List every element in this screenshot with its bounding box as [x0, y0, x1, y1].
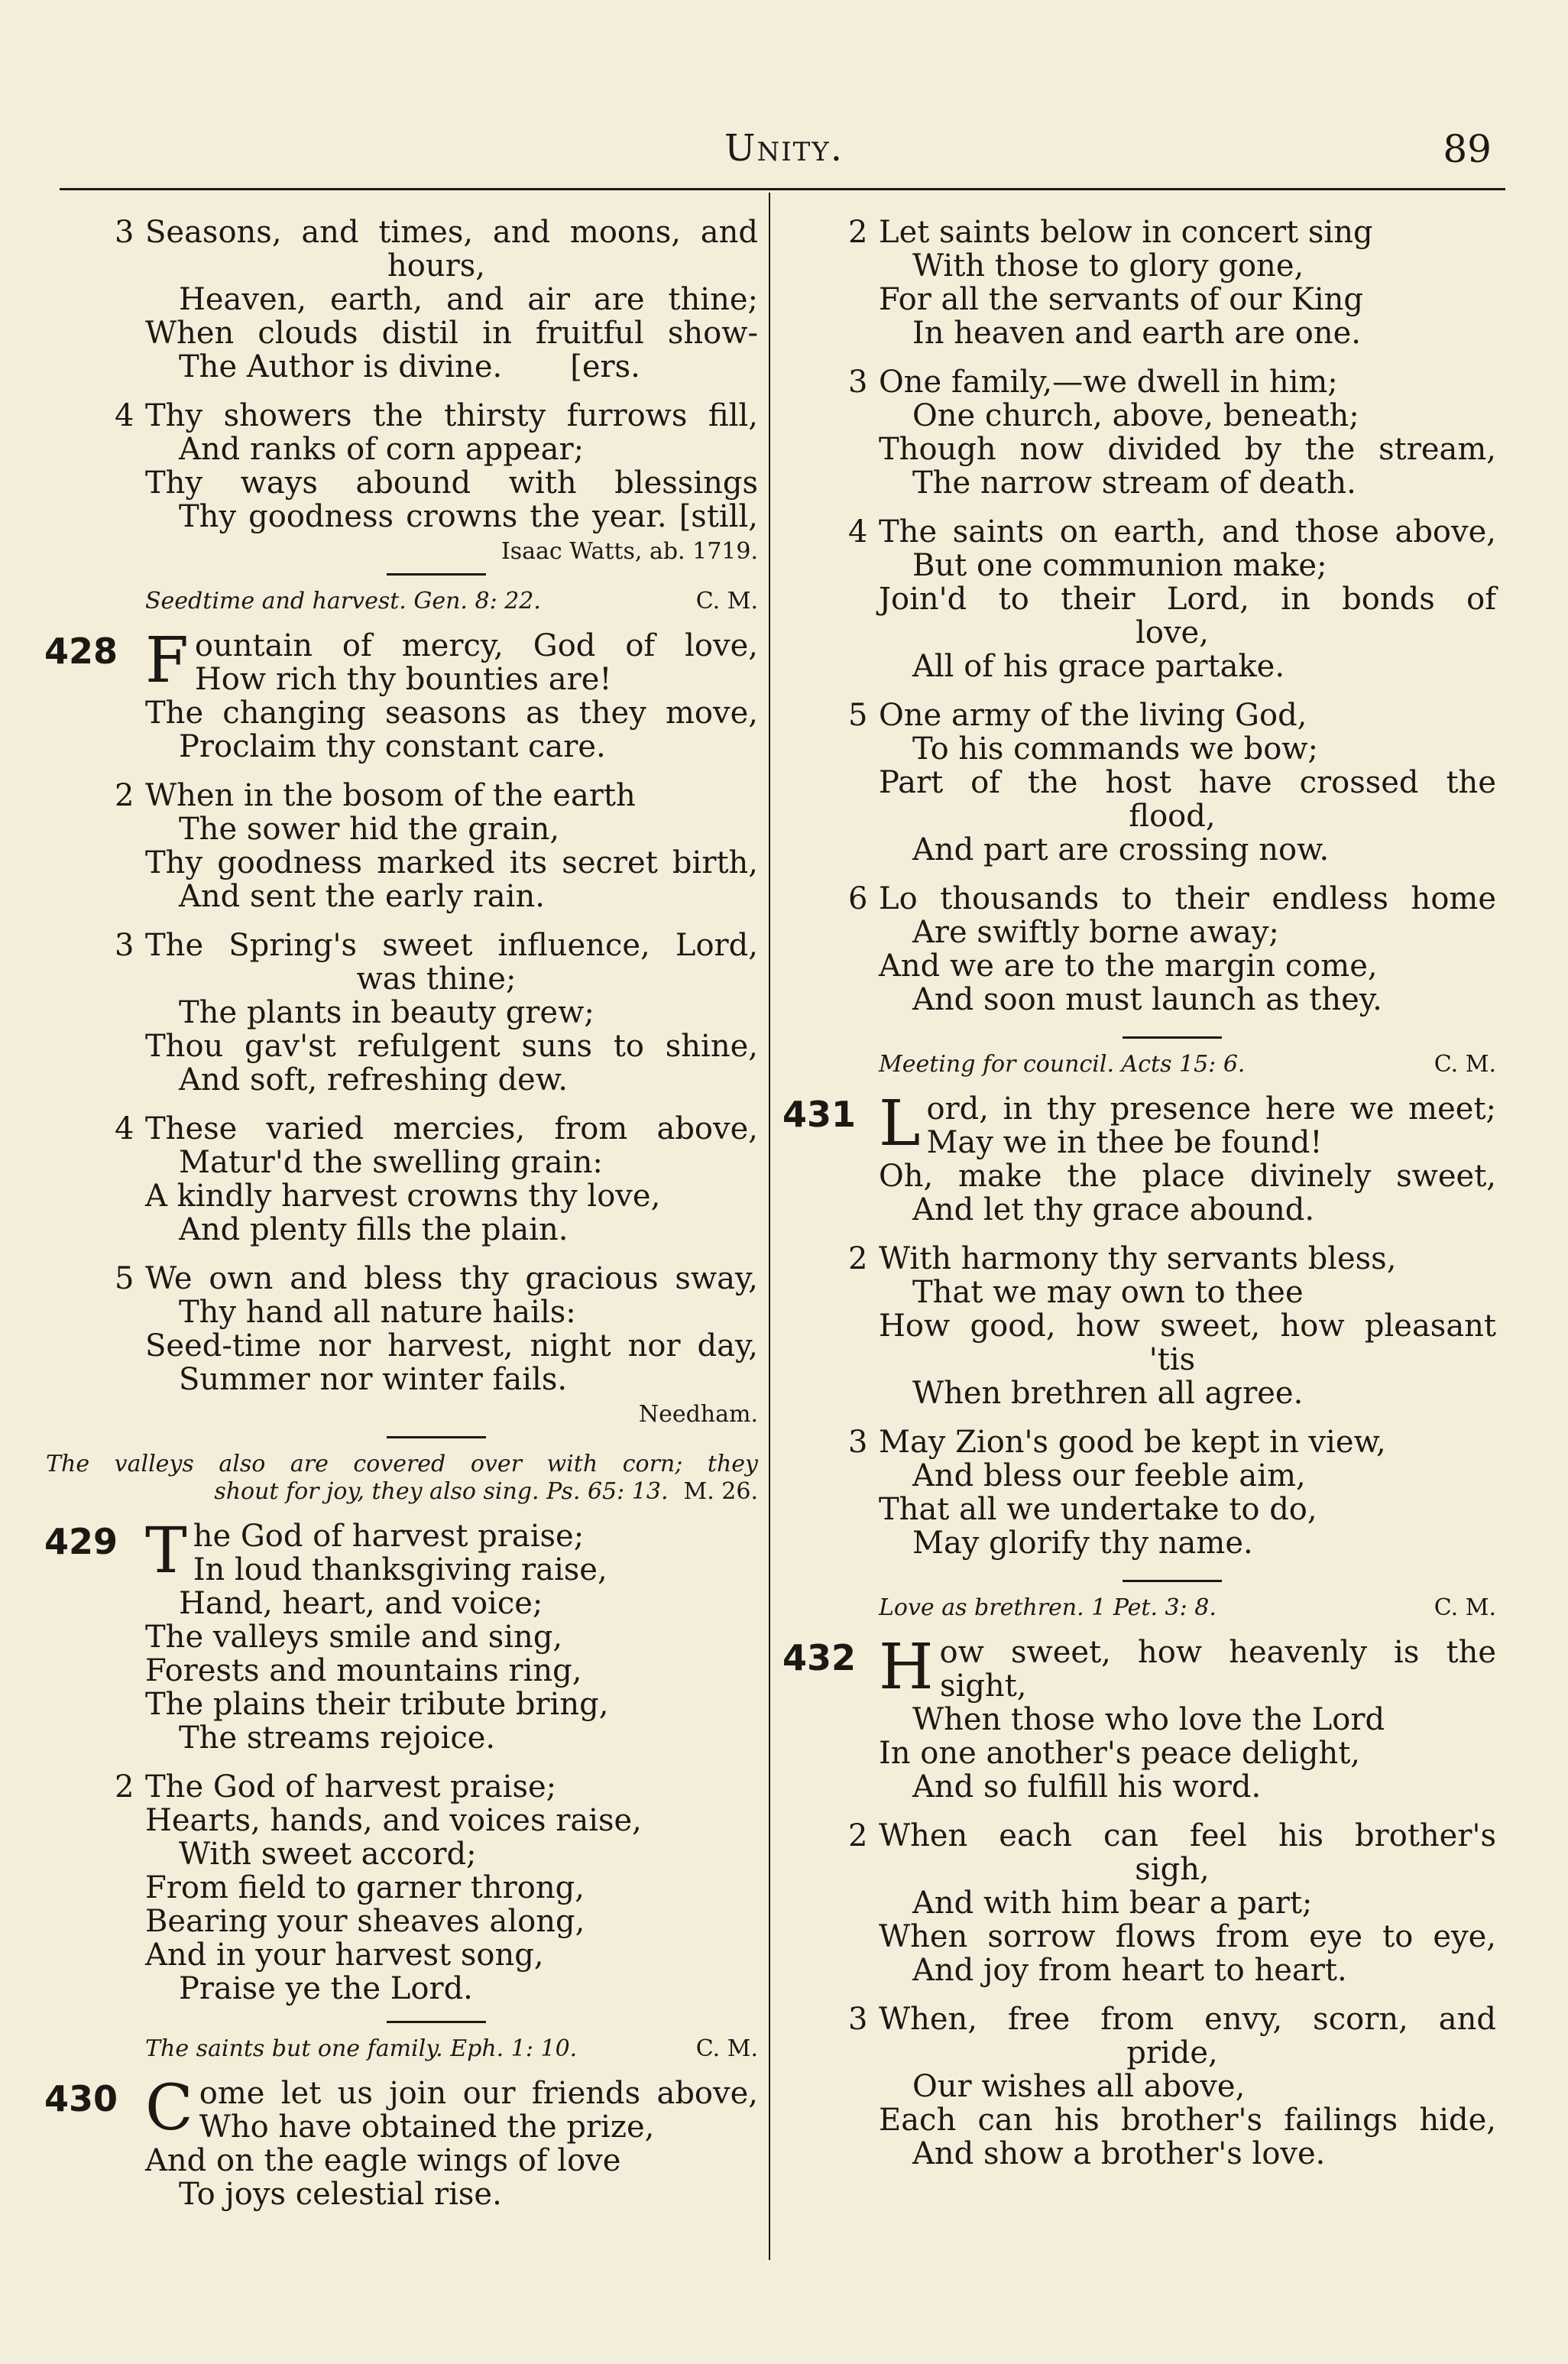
hymn-number: 429 [44, 1521, 118, 1562]
stanza [115, 1112, 758, 1247]
verse-line: That all we undertake to do, [879, 1492, 1317, 1527]
verse-line: Seasons, and times, and moons, and [145, 215, 758, 250]
drop-cap: F [145, 624, 189, 697]
hymn-heading [145, 588, 758, 615]
stanza [115, 929, 758, 1097]
verse-line: Seed-time nor harvest, night nor day, [145, 1328, 758, 1364]
stanza [848, 216, 1496, 350]
stanza-number: 2 [115, 1769, 134, 1805]
verse-line: When those who love the Lord [912, 1702, 1385, 1737]
stanza-number: 6 [848, 881, 868, 916]
verse-line: Praise ye the Lord. [179, 1971, 473, 2006]
verse-line: ountain of mercy, God of love, [194, 628, 758, 663]
verse-line: For all the servants of our King [879, 282, 1364, 317]
stanza [115, 399, 758, 533]
verse-line: From field to garner throng, [145, 1870, 585, 1905]
drop-cap: L [879, 1088, 921, 1160]
verse-line: When each can feel his brother's [879, 1818, 1496, 1853]
verse-line: hours, [387, 248, 485, 284]
verse-line: The plants in beauty grew; [179, 995, 594, 1030]
stanza-number: 5 [115, 1261, 134, 1296]
stanza [115, 1262, 758, 1396]
stanza [848, 515, 1496, 683]
column-divider [769, 193, 770, 2260]
verse-line: Proclaim thy constant care. [179, 729, 606, 764]
verse-line: And so fulfill his word. [912, 1769, 1262, 1805]
verse-line: One family,—we dwell in him; [879, 365, 1338, 400]
verse-line: Matur'd the swelling grain: [179, 1145, 603, 1180]
stanza-number: 2 [848, 1241, 868, 1276]
verse-line: A kindly harvest crowns thy love, [145, 1179, 661, 1214]
stanza-number: 3 [848, 1425, 868, 1460]
stanza [848, 365, 1496, 500]
hymn-topic: shout for joy, they also sing. Ps. 65: 13. [214, 1478, 669, 1505]
hymn-separator [387, 2021, 486, 2023]
verse-line: And part are crossing now. [912, 832, 1330, 867]
verse-line: Who have obtained the prize, [199, 2109, 655, 2145]
hymn-separator [387, 573, 486, 576]
stanza [848, 1242, 1496, 1410]
stanza [848, 1819, 1496, 1987]
verse-line: was thine; [356, 961, 517, 997]
page-header-title: Unity. [724, 127, 844, 170]
stanza-number: 3 [848, 2002, 868, 2037]
stanza-number: 3 [848, 365, 868, 400]
stanza-number: 4 [115, 1111, 134, 1146]
verse-line: sigh, [1135, 1852, 1210, 1887]
verse-line: flood, [1129, 799, 1216, 834]
verse-line: May Zion's good be kept in view, [879, 1425, 1386, 1460]
hymn-author: Isaac Watts, ab. 1719. [501, 538, 758, 565]
verse-line: In one another's peace delight, [879, 1736, 1360, 1771]
verse-line: The narrow stream of death. [912, 465, 1356, 501]
stanza [44, 1515, 758, 1756]
hymn-meter: C. M. [1434, 1594, 1496, 1621]
verse-line: And on the eagle wings of love [145, 2143, 621, 2178]
verse-line: Though now divided by the stream, [879, 432, 1496, 467]
stanza-number: 2 [848, 1818, 868, 1853]
stanza [115, 1770, 758, 2006]
stanza [115, 779, 758, 913]
hymn-heading [879, 1594, 1496, 1622]
verse-line: And soon must launch as they. [912, 982, 1382, 1017]
verse-line: The saints on earth, and those above, [879, 514, 1496, 550]
stanza [848, 699, 1496, 867]
verse-line: Forests and mountains ring, [145, 1653, 582, 1688]
verse-line: Summer nor winter fails. [179, 1362, 568, 1397]
verse-line: How rich thy bounties are! [194, 662, 612, 697]
verse-line: The God of harvest praise; [145, 1769, 557, 1805]
stanza [848, 882, 1496, 1017]
verse-line: Heaven, earth, and air are thine; [179, 282, 758, 317]
verse-line: And let thy grace abound. [912, 1192, 1315, 1227]
verse-line: Our wishes all above, [912, 2069, 1246, 2104]
verse-line: How good, how sweet, how pleasant [879, 1308, 1496, 1344]
verse-line: The streams rejoice. [179, 1720, 496, 1756]
verse-line: That we may own to thee [912, 1275, 1304, 1310]
stanza [44, 2072, 758, 2212]
hymn-meter: C. M. [1434, 1051, 1496, 1078]
verse-line: To his commands we bow; [912, 731, 1318, 767]
verse-line: Hand, heart, and voice; [179, 1586, 543, 1621]
verse-line: ord, in thy presence here we meet; [926, 1091, 1496, 1127]
verse-line: Join'd to their Lord, in bonds of [879, 582, 1496, 617]
hymn-heading [46, 1451, 758, 1506]
verse-line: When in the bosom of the earth [145, 778, 636, 813]
verse-line: he God of harvest praise; [193, 1519, 585, 1554]
hymn-heading [879, 1051, 1496, 1078]
hymn-separator [387, 1436, 486, 1438]
verse-line: Lo thousands to their endless home [879, 881, 1496, 916]
verse-line: When sorrow flows from eye to eye, [879, 1919, 1496, 1954]
stanza-number: 4 [848, 514, 868, 550]
verse-line: To joys celestial rise. [179, 2177, 502, 2212]
hymn-meter: M. 26. [683, 1478, 758, 1505]
verse-line: Thy showers the thirsty furrows fill, [145, 398, 758, 433]
verse-line: sight, [940, 1668, 1027, 1704]
verse-line: And soft, refreshing dew. [179, 1062, 568, 1098]
hymn-number: 428 [44, 631, 118, 672]
hymn-topic: Seedtime and harvest. Gen. 8: 22. [145, 588, 541, 615]
verse-line: And bless our feeble aim, [912, 1458, 1306, 1493]
verse-line: The plains their tribute bring, [145, 1687, 609, 1722]
stanza [782, 1631, 1496, 1805]
verse-line: The valleys smile and sing, [145, 1620, 563, 1655]
verse-line: But one communion make; [912, 548, 1327, 583]
verse-line: When clouds distil in fruitful show- [145, 316, 758, 351]
hymn-topic: The saints but one family. Eph. 1: 10. [145, 2035, 578, 2062]
hymn-number: 430 [44, 2078, 118, 2119]
hymn-separator [1123, 1580, 1222, 1582]
stanza-number: 2 [115, 778, 134, 813]
verse-line: And plenty fills the plain. [179, 1212, 569, 1247]
stanza-number: 2 [848, 215, 868, 250]
verse-line: The Spring's sweet influence, Lord, [145, 928, 758, 963]
hymn-heading [145, 2035, 758, 2063]
left-column [44, 215, 758, 2226]
verse-line: ome let us join our friends above, [199, 2076, 758, 2111]
stanza-number: 3 [115, 928, 134, 963]
verse-line: And sent the early rain. [179, 879, 545, 914]
hymn-meter: C. M. [695, 588, 758, 615]
stanza-number: 4 [115, 398, 134, 433]
verse-line: And we are to the margin come, [879, 949, 1378, 984]
verse-line: love, [1136, 615, 1209, 650]
stanza [782, 1088, 1496, 1227]
hymn-topic: Love as brethren. 1 Pet. 3: 8. [879, 1594, 1216, 1621]
verse-line: And joy from heart to heart. [912, 1953, 1347, 1988]
stanza-number: 3 [115, 215, 134, 250]
hymn-author: Needham. [638, 1401, 758, 1428]
verse-line: We own and bless thy gracious sway, [145, 1261, 758, 1296]
verse-line: ow sweet, how heavenly is the [939, 1635, 1496, 1670]
stanza [848, 1425, 1496, 1560]
verse-line: May glorify thy name. [912, 1526, 1253, 1561]
verse-line: Part of the host have crossed the [879, 765, 1496, 800]
verse-line: And show a brother's love. [912, 2136, 1326, 2171]
verse-line: When, free from envy, scorn, and [879, 2002, 1496, 2037]
hymn-number: 432 [782, 1637, 857, 1678]
verse-line: These varied mercies, from above, [145, 1111, 758, 1146]
verse-line: Thou gav'st refulgent suns to shine, [145, 1029, 758, 1064]
verse-line: With harmony thy servants bless, [879, 1241, 1397, 1276]
header-rule [60, 188, 1505, 190]
verse-line: 'tis [1148, 1342, 1196, 1377]
verse-line: And in your harvest song, [145, 1938, 544, 1973]
verse-line: With those to glory gone, [912, 248, 1304, 284]
verse-line: Each can his brother's failings hide, [879, 2103, 1496, 2138]
verse-line: Oh, make the place divinely sweet, [879, 1159, 1496, 1194]
verse-line: May we in thee be found! [926, 1125, 1323, 1160]
verse-line: Thy goodness crowns the year. [still, [179, 499, 758, 534]
verse-line: In heaven and earth are one. [912, 316, 1362, 351]
hymn-number: 431 [782, 1094, 857, 1135]
hymn-topic: The valleys also are covered over with corn; they [46, 1451, 758, 1477]
page-number: 89 [1443, 127, 1492, 171]
verse-line: In loud thanksgiving raise, [193, 1552, 607, 1587]
verse-line: Bearing your sheaves along, [145, 1904, 585, 1939]
verse-line: When brethren all agree. [912, 1376, 1304, 1411]
verse-line: Hearts, hands, and voices raise, [145, 1803, 642, 1838]
stanza-number: 5 [848, 698, 868, 733]
stanza [115, 216, 758, 384]
stanza [848, 2002, 1496, 2171]
verse-line: The Author is divine. [ers. [179, 349, 640, 384]
right-column [782, 215, 1496, 2186]
verse-line: Let saints below in concert sing [879, 215, 1373, 250]
drop-cap: T [145, 1515, 187, 1587]
verse-line: And ranks of corn appear; [179, 432, 585, 467]
stanza [44, 624, 758, 764]
verse-line: One army of the living God, [879, 698, 1307, 733]
verse-line: And with him bear a part; [912, 1886, 1313, 1921]
drop-cap: H [879, 1631, 934, 1704]
verse-line: With sweet accord; [179, 1837, 477, 1872]
verse-line: One church, above, beneath; [912, 398, 1359, 433]
verse-line: The changing seasons as they move, [145, 696, 758, 731]
verse-line: Thy ways abound with blessings [145, 465, 758, 501]
verse-line: Thy hand all nature hails: [179, 1295, 576, 1330]
verse-line: Are swiftly borne away; [912, 915, 1279, 950]
hymn-meter: C. M. [695, 2035, 758, 2062]
verse-line: All of his grace partake. [912, 649, 1285, 684]
drop-cap: C [145, 2072, 193, 2145]
hymn-separator [1123, 1036, 1222, 1039]
hymn-topic: Meeting for council. Acts 15: 6. [879, 1051, 1246, 1078]
verse-line: The sower hid the grain, [179, 812, 560, 847]
verse-line: pride, [1126, 2035, 1218, 2071]
verse-line: Thy goodness marked its secret birth, [145, 845, 758, 880]
